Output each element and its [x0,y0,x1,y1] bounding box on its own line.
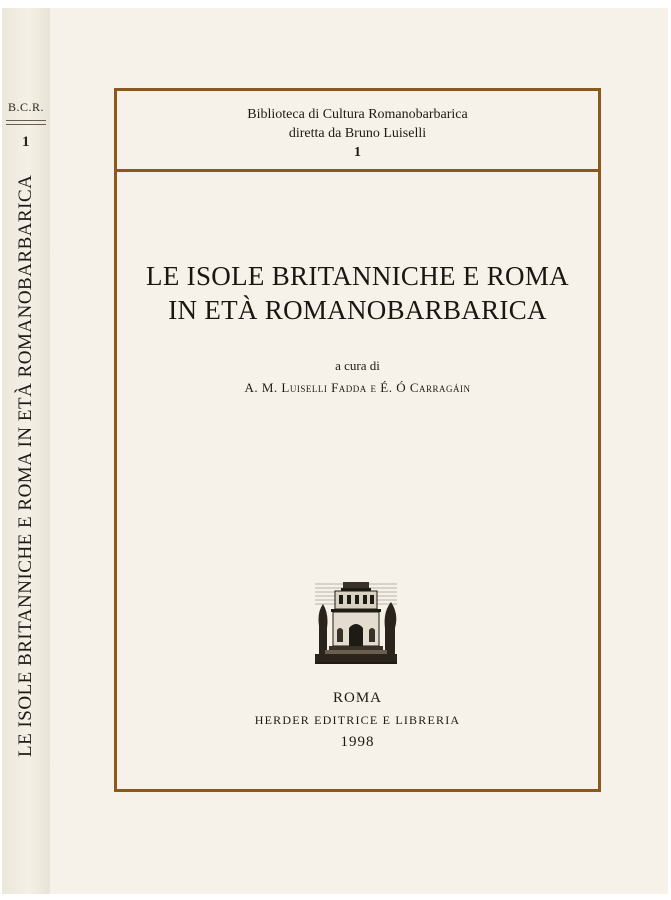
spine-volume-number: 1 [22,134,30,150]
spine-title: LE ISOLE BRITANNICHE E ROMA IN ETÀ ROMANOBARBARICA [15,174,36,757]
series-name: Biblioteca di Cultura Romanobarbarica [247,107,468,122]
publication-year: 1998 [340,734,375,750]
spine-rule [6,124,46,125]
publication-city: ROMA [332,690,382,706]
frame-divider [117,169,598,172]
series-editor: diretta da Bruno Luiselli [288,126,427,141]
publisher-name: HERDER EDITRICE E LIBRERIA [254,713,461,727]
series-block [117,105,598,162]
curator-block [117,355,598,399]
title-line-2: IN ETÀ ROMANOBARBARICA [168,295,547,325]
series-number: 1 [354,145,361,160]
front-cover [50,8,668,894]
cover-frame [114,88,601,792]
imprint-block [117,687,598,753]
spine-series-abbrev: B.C.R. [7,100,44,114]
spine-rule [6,120,46,121]
title-line-1: LE ISOLE BRITANNICHE E ROMA [146,261,569,291]
curated-by-label: a cura di [335,358,380,373]
book-spine [2,8,51,894]
mausoleum-vignette-icon [311,576,401,668]
curator-names: A. M. Luiselli Fadda e É. Ó Carragáin [244,380,471,395]
book-title [117,259,598,327]
book [2,8,668,894]
